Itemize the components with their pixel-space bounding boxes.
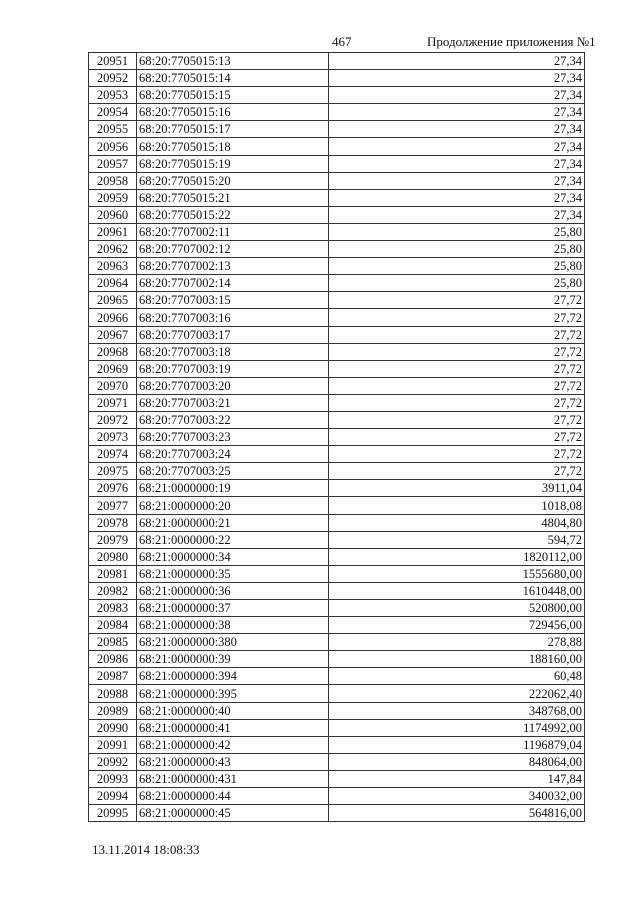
cadastral-number: 68:21:0000000:431 <box>137 770 329 787</box>
table-row <box>89 702 585 719</box>
row-number: 20956 <box>89 138 137 155</box>
row-number: 20953 <box>89 87 137 104</box>
cadastral-number: 68:21:0000000:39 <box>137 651 329 668</box>
row-number: 20983 <box>89 600 137 617</box>
table-row <box>89 223 585 240</box>
table-row <box>89 53 585 70</box>
table-row <box>89 121 585 138</box>
cadastral-value: 27,72 <box>329 394 585 411</box>
row-number: 20964 <box>89 275 137 292</box>
table-row <box>89 531 585 548</box>
cadastral-number: 68:20:7705015:20 <box>137 172 329 189</box>
cadastral-number: 68:20:7705015:14 <box>137 70 329 87</box>
table-row <box>89 189 585 206</box>
cadastral-value: 25,80 <box>329 258 585 275</box>
cadastral-value: 27,72 <box>329 360 585 377</box>
cadastral-number: 68:21:0000000:21 <box>137 514 329 531</box>
table-row <box>89 617 585 634</box>
cadastral-number: 68:20:7707003:18 <box>137 343 329 360</box>
cadastral-value: 27,34 <box>329 189 585 206</box>
cadastral-value: 25,80 <box>329 275 585 292</box>
table-row <box>89 429 585 446</box>
row-number: 20977 <box>89 497 137 514</box>
table-row <box>89 582 585 599</box>
cadastral-number: 68:21:0000000:45 <box>137 805 329 822</box>
table-row <box>89 753 585 770</box>
table-row <box>89 736 585 753</box>
cadastral-value: 1018,08 <box>329 497 585 514</box>
cadastral-value: 340032,00 <box>329 788 585 805</box>
row-number: 20982 <box>89 582 137 599</box>
cadastral-value: 1196879,04 <box>329 736 585 753</box>
row-number: 20985 <box>89 634 137 651</box>
cadastral-number: 68:20:7707002:13 <box>137 258 329 275</box>
table-row <box>89 411 585 428</box>
row-number: 20973 <box>89 429 137 446</box>
row-number: 20989 <box>89 702 137 719</box>
cadastral-number: 68:20:7707003:20 <box>137 377 329 394</box>
table-row <box>89 548 585 565</box>
cadastral-number: 68:20:7707003:17 <box>137 326 329 343</box>
row-number: 20976 <box>89 480 137 497</box>
cadastral-number: 68:20:7705015:17 <box>137 121 329 138</box>
row-number: 20957 <box>89 155 137 172</box>
cadastral-number: 68:20:7705015:19 <box>137 155 329 172</box>
cadastral-value: 27,72 <box>329 411 585 428</box>
cadastral-value: 27,72 <box>329 377 585 394</box>
row-number: 20987 <box>89 668 137 685</box>
table-row <box>89 258 585 275</box>
row-number: 20978 <box>89 514 137 531</box>
cadastral-number: 68:20:7705015:15 <box>137 87 329 104</box>
cadastral-number: 68:21:0000000:395 <box>137 685 329 702</box>
cadastral-value: 27,34 <box>329 104 585 121</box>
cadastral-number: 68:21:0000000:41 <box>137 719 329 736</box>
cadastral-number: 68:21:0000000:35 <box>137 565 329 582</box>
table-row <box>89 309 585 326</box>
cadastral-number: 68:21:0000000:44 <box>137 788 329 805</box>
row-number: 20952 <box>89 70 137 87</box>
table-row <box>89 805 585 822</box>
row-number: 20980 <box>89 548 137 565</box>
cadastral-value: 25,80 <box>329 241 585 258</box>
cadastral-number: 68:20:7705015:21 <box>137 189 329 206</box>
row-number: 20984 <box>89 617 137 634</box>
row-number: 20994 <box>89 788 137 805</box>
table-row <box>89 343 585 360</box>
cadastral-value: 278,88 <box>329 634 585 651</box>
row-number: 20966 <box>89 309 137 326</box>
table-row <box>89 770 585 787</box>
row-number: 20963 <box>89 258 137 275</box>
cadastral-value: 1555680,00 <box>329 565 585 582</box>
cadastral-number: 68:21:0000000:20 <box>137 497 329 514</box>
row-number: 20992 <box>89 753 137 770</box>
cadastral-value: 3911,04 <box>329 480 585 497</box>
cadastral-number: 68:20:7707002:11 <box>137 223 329 240</box>
row-number: 20981 <box>89 565 137 582</box>
table-row <box>89 463 585 480</box>
row-number: 20968 <box>89 343 137 360</box>
cadastral-value: 222062,40 <box>329 685 585 702</box>
row-number: 20965 <box>89 292 137 309</box>
cadastral-number: 68:21:0000000:380 <box>137 634 329 651</box>
cadastral-value: 1820112,00 <box>329 548 585 565</box>
cadastral-number: 68:20:7707002:12 <box>137 241 329 258</box>
table-row <box>89 685 585 702</box>
table-row <box>89 275 585 292</box>
table-row <box>89 138 585 155</box>
table-row <box>89 241 585 258</box>
cadastral-number: 68:21:0000000:22 <box>137 531 329 548</box>
cadastral-value: 147,84 <box>329 770 585 787</box>
row-number: 20995 <box>89 805 137 822</box>
cadastral-value: 27,34 <box>329 155 585 172</box>
row-number: 20972 <box>89 411 137 428</box>
table-row <box>89 206 585 223</box>
cadastral-number: 68:21:0000000:38 <box>137 617 329 634</box>
cadastral-number: 68:21:0000000:43 <box>137 753 329 770</box>
row-number: 20951 <box>89 53 137 70</box>
cadastral-value: 594,72 <box>329 531 585 548</box>
table-row <box>89 394 585 411</box>
cadastral-number: 68:20:7707003:25 <box>137 463 329 480</box>
row-number: 20975 <box>89 463 137 480</box>
table-row <box>89 360 585 377</box>
cadastral-number: 68:20:7705015:22 <box>137 206 329 223</box>
row-number: 20960 <box>89 206 137 223</box>
cadastral-value: 27,72 <box>329 429 585 446</box>
cadastral-value: 1610448,00 <box>329 582 585 599</box>
cadastral-value: 564816,00 <box>329 805 585 822</box>
registry-table <box>88 52 585 822</box>
cadastral-number: 68:20:7707003:16 <box>137 309 329 326</box>
row-number: 20961 <box>89 223 137 240</box>
row-number: 20991 <box>89 736 137 753</box>
table-row <box>89 514 585 531</box>
row-number: 20979 <box>89 531 137 548</box>
row-number: 20955 <box>89 121 137 138</box>
row-number: 20967 <box>89 326 137 343</box>
row-number: 20974 <box>89 446 137 463</box>
cadastral-number: 68:20:7707003:19 <box>137 360 329 377</box>
cadastral-value: 188160,00 <box>329 651 585 668</box>
table-row <box>89 155 585 172</box>
cadastral-value: 27,72 <box>329 309 585 326</box>
table-row <box>89 172 585 189</box>
cadastral-number: 68:21:0000000:42 <box>137 736 329 753</box>
cadastral-value: 27,34 <box>329 206 585 223</box>
table-row <box>89 87 585 104</box>
table-row <box>89 446 585 463</box>
row-number: 20971 <box>89 394 137 411</box>
header-title: Продолжение приложения №1 <box>427 34 596 49</box>
cadastral-value: 27,34 <box>329 138 585 155</box>
table-row <box>89 600 585 617</box>
cadastral-number: 68:20:7707003:23 <box>137 429 329 446</box>
cadastral-value: 348768,00 <box>329 702 585 719</box>
cadastral-value: 520800,00 <box>329 600 585 617</box>
row-number: 20954 <box>89 104 137 121</box>
table-row <box>89 480 585 497</box>
cadastral-value: 27,34 <box>329 53 585 70</box>
cadastral-value: 27,34 <box>329 121 585 138</box>
row-number: 20986 <box>89 651 137 668</box>
cadastral-number: 68:21:0000000:34 <box>137 548 329 565</box>
table-row <box>89 634 585 651</box>
cadastral-number: 68:20:7705015:18 <box>137 138 329 155</box>
table-row <box>89 788 585 805</box>
cadastral-value: 27,34 <box>329 172 585 189</box>
table-row <box>89 497 585 514</box>
cadastral-value: 27,72 <box>329 463 585 480</box>
cadastral-value: 27,72 <box>329 343 585 360</box>
row-number: 20993 <box>89 770 137 787</box>
row-number: 20970 <box>89 377 137 394</box>
cadastral-value: 27,34 <box>329 87 585 104</box>
cadastral-number: 68:21:0000000:37 <box>137 600 329 617</box>
cadastral-value: 27,72 <box>329 326 585 343</box>
table-row <box>89 292 585 309</box>
table-row <box>89 70 585 87</box>
cadastral-number: 68:20:7707002:14 <box>137 275 329 292</box>
cadastral-value: 1174992,00 <box>329 719 585 736</box>
page-number: 467 <box>332 34 352 49</box>
table-row <box>89 719 585 736</box>
cadastral-number: 68:20:7707003:21 <box>137 394 329 411</box>
footer-timestamp: 13.11.2014 18:08:33 <box>92 842 200 857</box>
table-body <box>89 53 585 822</box>
row-number: 20990 <box>89 719 137 736</box>
table-row <box>89 104 585 121</box>
row-number: 20969 <box>89 360 137 377</box>
cadastral-value: 27,34 <box>329 70 585 87</box>
cadastral-number: 68:20:7705015:13 <box>137 53 329 70</box>
cadastral-value: 27,72 <box>329 446 585 463</box>
cadastral-number: 68:20:7707003:24 <box>137 446 329 463</box>
row-number: 20958 <box>89 172 137 189</box>
cadastral-number: 68:21:0000000:394 <box>137 668 329 685</box>
cadastral-number: 68:21:0000000:40 <box>137 702 329 719</box>
cadastral-value: 27,72 <box>329 292 585 309</box>
table-row <box>89 651 585 668</box>
cadastral-value: 60,48 <box>329 668 585 685</box>
table-row <box>89 668 585 685</box>
cadastral-value: 848064,00 <box>329 753 585 770</box>
cadastral-number: 68:21:0000000:36 <box>137 582 329 599</box>
cadastral-number: 68:21:0000000:19 <box>137 480 329 497</box>
table-row <box>89 326 585 343</box>
table-row <box>89 565 585 582</box>
row-number: 20959 <box>89 189 137 206</box>
cadastral-number: 68:20:7707003:22 <box>137 411 329 428</box>
cadastral-value: 729456,00 <box>329 617 585 634</box>
cadastral-value: 25,80 <box>329 223 585 240</box>
row-number: 20962 <box>89 241 137 258</box>
cadastral-number: 68:20:7707003:15 <box>137 292 329 309</box>
row-number: 20988 <box>89 685 137 702</box>
cadastral-number: 68:20:7705015:16 <box>137 104 329 121</box>
cadastral-value: 4804,80 <box>329 514 585 531</box>
table-row <box>89 377 585 394</box>
